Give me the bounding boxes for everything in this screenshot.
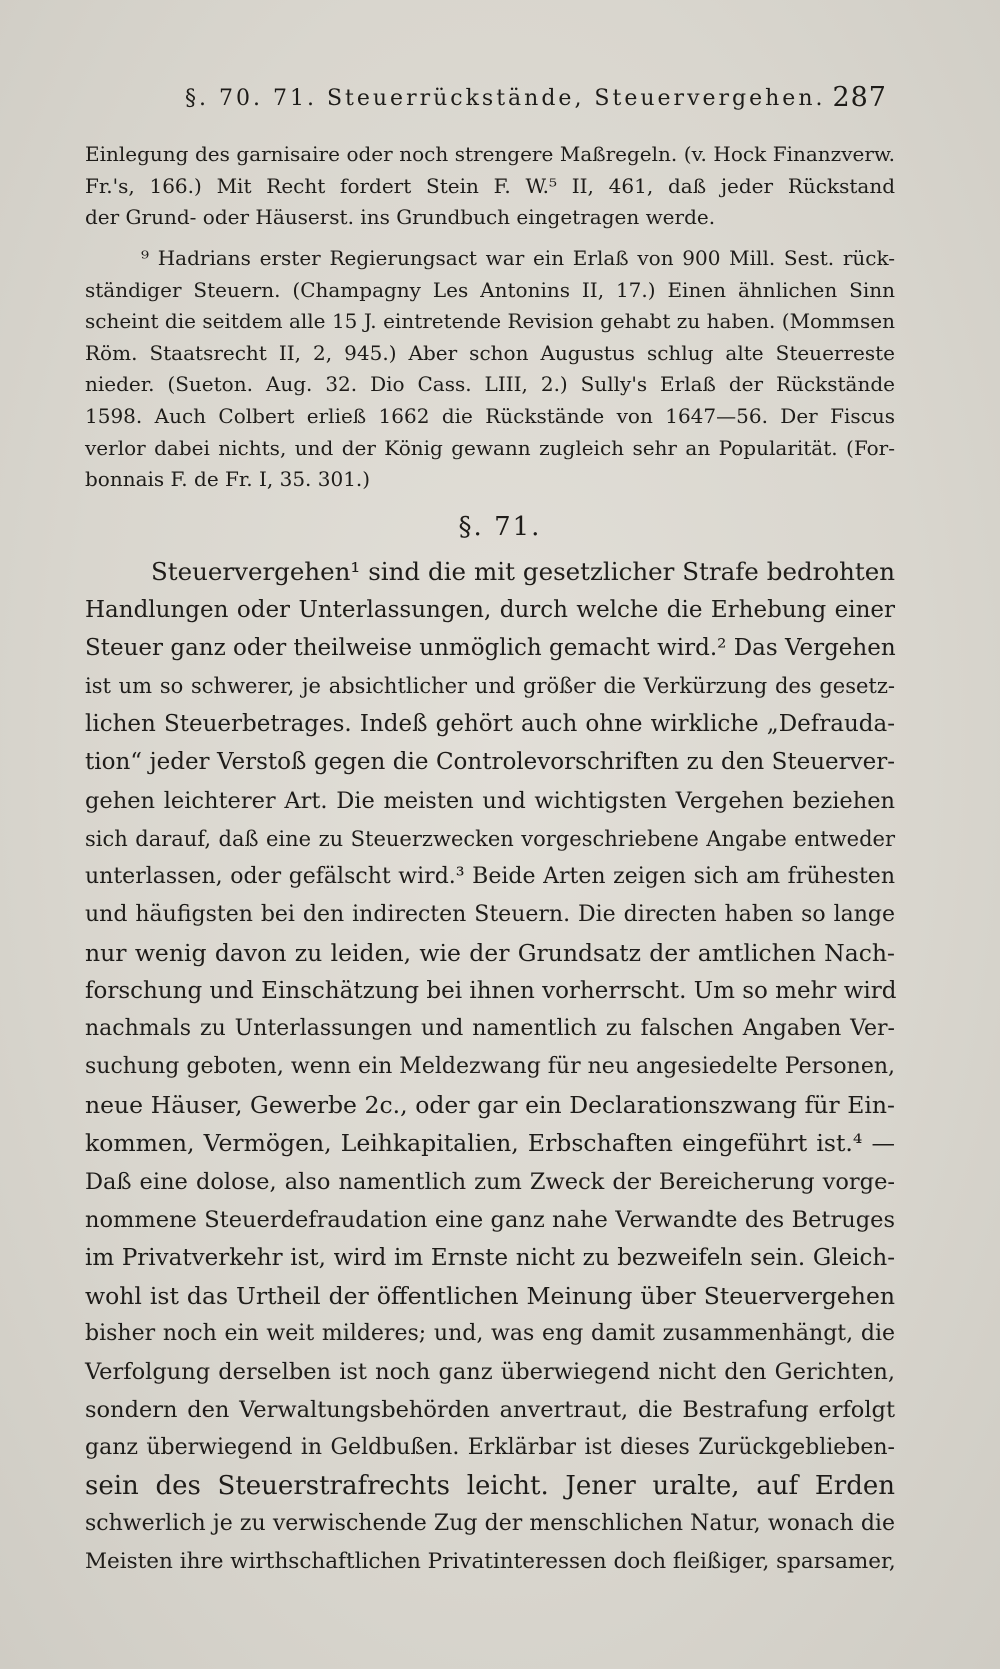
body-line: im Privatverkehr ist, wird im Ernste nicht zu bezweifeln sein. Gleich- xyxy=(85,1244,895,1271)
body-line: kommen, Vermögen, Leihkapitalien, Erbschaften eingeführt ist.⁴ — xyxy=(85,1129,895,1158)
body-line: suchung geboten, wenn ein Meldezwang für neu angesiedelte Personen, xyxy=(85,1054,895,1080)
body-line: nommene Steuerdefraudation eine ganz nahe Verwandte des Betruges xyxy=(85,1206,895,1233)
body-line: wohl ist das Urtheil der öffentlichen Meinung über Steuervergehen xyxy=(85,1281,895,1310)
body-line: schwerlich je zu verwischende Zug der menschlichen Natur, wonach die xyxy=(85,1511,895,1537)
body-line: Verfolgung derselben ist noch ganz überwiegend nicht den Gerichten, xyxy=(85,1358,895,1385)
body-line: neue Häuser, Gewerbe 2c., oder gar ein Declarationszwang für Ein- xyxy=(85,1091,895,1120)
body-line: unterlassen, oder gefälscht wird.³ Beide Arten zeigen sich am frühesten xyxy=(85,863,895,889)
continued-footnote xyxy=(85,139,895,234)
note-line: der Grund- oder Häuserst. ins Grundbuch eingetragen werde. xyxy=(85,205,716,230)
section-heading: §. 71. xyxy=(458,512,542,542)
body-line: nachmals zu Unterlassungen und namentlich zu falschen Angaben Ver- xyxy=(85,1016,895,1042)
body-line: bisher noch ein weit milderes; und, was eng damit zusammenhängt, die xyxy=(85,1320,895,1346)
footnote-9 xyxy=(85,243,895,496)
note-line: 1598. Auch Colbert erließ 1662 die Rückstände von 1647—56. Der Fiscus xyxy=(85,403,895,428)
body-line: sich darauf, daß eine zu Steuerzwecken vorgeschriebene Angabe entweder xyxy=(85,826,895,851)
note-line: Röm. Staatsrecht II, 2, 945.) Aber schon Augustus schlug alte Steuerreste xyxy=(85,340,895,365)
body-line: Handlungen oder Unterlassungen, durch welche die Erhebung einer xyxy=(85,597,895,624)
note-line: nieder. (Sueton. Aug. 32. Dio Cass. LIII, 2.) Sully's Erlaß der Rückstände xyxy=(85,372,895,397)
body-line: forschung und Einschätzung bei ihnen vorherrscht. Um so mehr wird xyxy=(85,978,897,1005)
running-title: §. 70. 71. Steuerrückstände, Steuervergehen. xyxy=(185,86,826,111)
body-line: ist um so schwerer, je absichtlicher und größer die Verkürzung des gesetz- xyxy=(85,674,895,699)
body-line: Meisten ihre wirthschaftlichen Privatinteressen doch fleißiger, sparsamer, xyxy=(85,1549,896,1575)
body-text xyxy=(85,553,895,1582)
body-line: ganz überwiegend in Geldbußen. Erklärbar ist dieses Zurückgeblieben- xyxy=(85,1435,895,1461)
body-line: gehen leichterer Art. Die meisten und wichtigsten Vergehen beziehen xyxy=(85,787,895,814)
note-line: Einlegung des garnisaire oder noch strengere Maßregeln. (v. Hock Finanzverw. xyxy=(85,142,895,166)
body-line: tion“ jeder Verstoß gegen die Controlevorschriften zu den Steuerver- xyxy=(85,749,895,776)
body-line: lichen Steuerbetrages. Indeß gehört auch ohne wirkliche „Defrauda- xyxy=(85,711,895,738)
note-line: Fr.'s, 166.) Mit Recht fordert Stein F. W.⁵ II, 461, daß jeder Rückstand xyxy=(85,173,895,198)
body-line: sein des Steuerstrafrechts leicht. Jener uralte, auf Erden xyxy=(85,1471,895,1502)
body-line: und häufigsten bei den indirecten Steuern. Die directen haben so lange xyxy=(85,901,895,927)
running-header xyxy=(185,78,887,118)
note-line: verlor dabei nichts, und der König gewann zugleich sehr an Popularität. (For- xyxy=(85,435,895,460)
body-line: Steuervergehen¹ sind die mit gesetzlicher Strafe bedrohten xyxy=(151,557,895,586)
page-number: 287 xyxy=(832,82,887,113)
note-line: ständiger Steuern. (Champagny Les Antonins II, 17.) Einen ähnlichen Sinn xyxy=(85,277,895,302)
note-line: scheint die seitdem alle 15 J. eintretende Revision gehabt zu haben. (Mommsen xyxy=(85,309,895,334)
body-line: sondern den Verwaltungsbehörden anvertraut, die Bestrafung erfolgt xyxy=(85,1397,895,1424)
note-line: ⁹ Hadrians erster Regierungsact war ein Erlaß von 900 Mill. Sest. rück- xyxy=(141,246,895,270)
note-line: bonnais F. de Fr. I, 35. 301.) xyxy=(85,467,371,492)
body-line: Daß eine dolose, also namentlich zum Zweck der Bereicherung vorge- xyxy=(85,1168,895,1195)
body-line: Steuer ganz oder theilweise unmöglich gemacht wird.² Das Vergehen xyxy=(85,635,896,662)
body-line: nur wenig davon zu leiden, wie der Grundsatz der amtlichen Nach- xyxy=(85,938,895,967)
